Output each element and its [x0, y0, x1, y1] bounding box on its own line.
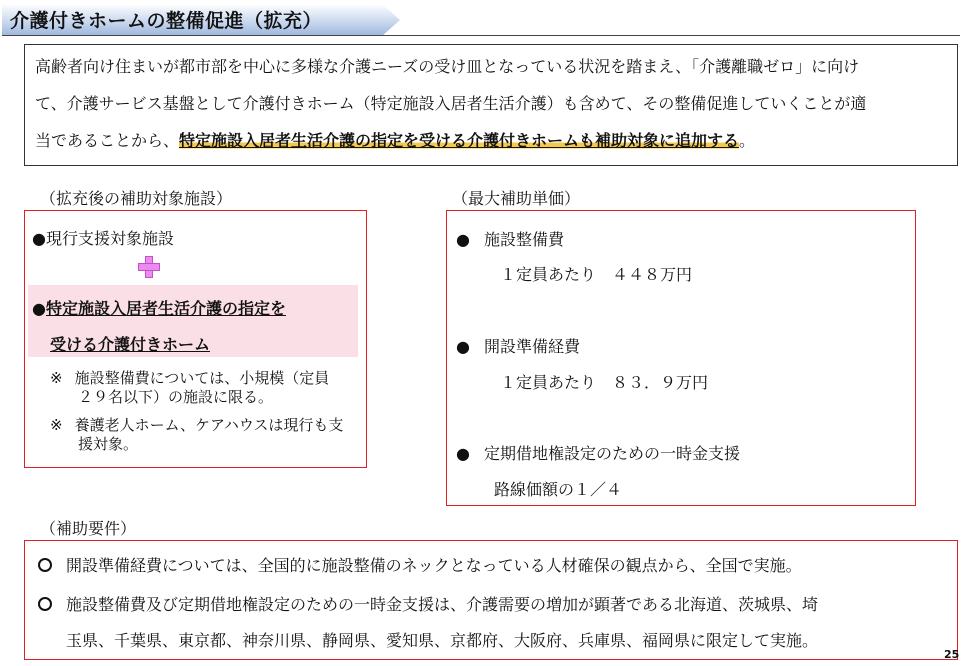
requirement-2-line-1: 施設整備費及び定期借地権設定のための一時金支援は、介護需要の増加が顕著である北海道、茨城県、埼 — [66, 595, 819, 614]
subsidy-item-3 — [456, 441, 740, 464]
bullet-icon: ● — [32, 229, 46, 248]
subsidy-item-1-detail: １定員あたり ４４８万円 — [500, 265, 693, 284]
subsidy-item-1 — [456, 227, 564, 250]
note-mark: ※ — [50, 416, 63, 434]
requirement-item-1 — [38, 553, 802, 576]
note-2-line-1: 養護老人ホーム、ケアハウスは現行も支 — [74, 416, 344, 434]
left-section-heading: （拡充後の補助対象施設） — [40, 189, 233, 208]
note-1-line-2: ２９名以下）の施設に限る。 — [78, 388, 274, 406]
bullet-icon: ● — [456, 337, 470, 356]
requirements-heading: （補助要件） — [40, 519, 137, 538]
bullet-icon: ● — [456, 230, 470, 249]
circle-bullet-icon — [38, 597, 52, 611]
added-facility-line-2-wrap — [50, 332, 210, 355]
subsidy-item-1-label: 施設整備費 — [483, 230, 564, 249]
subsidy-item-2 — [456, 334, 580, 357]
subsidy-item-3-detail: 路線価額の１／４ — [494, 480, 623, 499]
note-2 — [50, 416, 343, 435]
subsidy-item-3-label: 定期借地権設定のための一時金支援 — [483, 444, 740, 463]
intro-line-3-suffix: 。 — [739, 131, 756, 150]
subsidy-item-2-label: 開設準備経費 — [483, 337, 580, 356]
note-1 — [50, 369, 329, 388]
note-1-line-1: 施設整備費については、小規模（定員 — [74, 369, 330, 387]
plus-icon — [138, 256, 160, 278]
bullet-icon: ● — [456, 444, 470, 463]
intro-line-3 — [35, 128, 755, 151]
requirement-1-text: 開設準備経費については、全国的に施設整備のネックとなっている人材確保の観点から、全国で実施。 — [66, 556, 802, 575]
intro-highlight: 特定施設入居者生活介護の指定を受ける介護付きホームも補助対象に追加する — [179, 131, 740, 150]
page-number: 25 — [944, 648, 960, 661]
title-rule — [2, 35, 960, 36]
intro-line-2: て、介護サービス基盤として介護付きホーム（特定施設入居者生活介護）も含めて、その整備促進していくことが適 — [35, 94, 867, 113]
added-facility-line-1: 特定施設入居者生活介護の指定を — [45, 299, 286, 318]
added-facility-item — [32, 296, 286, 319]
requirement-item-2 — [38, 592, 818, 615]
current-facility-item — [32, 226, 174, 249]
added-facility-line-2: 受ける介護付きホーム — [50, 335, 211, 354]
note-2-line-2: 援対象。 — [78, 435, 139, 453]
right-section-heading: （最大補助単価） — [452, 189, 581, 208]
subsidy-item-2-detail: １定員あたり ８３．９万円 — [500, 373, 709, 392]
note-mark: ※ — [50, 369, 63, 387]
current-facility-label: 現行支援対象施設 — [45, 229, 174, 248]
intro-box — [24, 44, 958, 166]
requirement-2-line-2: 玉県、千葉県、東京都、神奈川県、静岡県、愛知県、京都府、大阪府、兵庫県、福岡県に限定して実施。 — [66, 631, 819, 650]
intro-line-1: 高齢者向け住まいが都市部を中心に多様な介護ニーズの受け皿となっている状況を踏まえ、「介護離職ゼロ」に向け — [35, 57, 860, 76]
bullet-icon: ● — [32, 299, 46, 318]
circle-bullet-icon — [38, 558, 52, 572]
intro-line-3-prefix: 当であることから、 — [35, 131, 180, 150]
page-title: 介護付きホームの整備促進（拡充） — [10, 10, 323, 32]
